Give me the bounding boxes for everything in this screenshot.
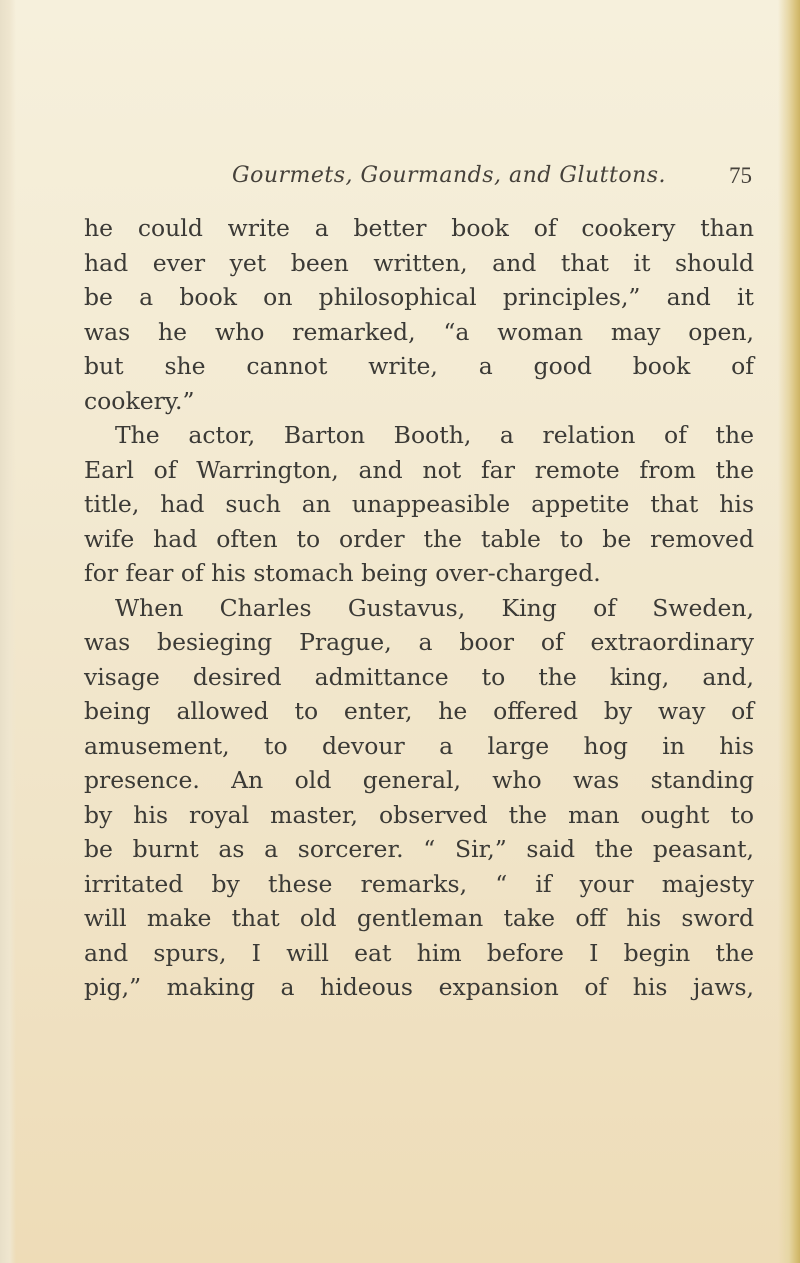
text-line: but she cannot write, a good book of	[84, 352, 754, 380]
text-line: wife had often to order the table to be removed	[84, 524, 754, 553]
text-line: be burnt as a sorcerer. “ Sir,” said the peasant,	[84, 835, 754, 863]
text-line: Earl of Warrington, and not far remote from the	[84, 455, 754, 484]
text-line: will make that old gentleman take off his sword	[84, 904, 754, 932]
running-title: Gourmets, Gourmands, and Gluttons.	[232, 163, 667, 188]
text-line: by his royal master, observed the man ought to	[84, 800, 754, 829]
text-line: for fear of his stomach being over-charged.	[84, 559, 601, 587]
page-left-edge	[0, 0, 16, 1263]
text-line: visage desired admittance to the king, and,	[84, 662, 754, 691]
page-header	[232, 163, 752, 197]
text-line: and spurs, I will eat him before I begin the	[84, 938, 754, 967]
body-text	[84, 211, 754, 1005]
text-line: title, had such an unappeasible appetite that his	[84, 490, 754, 518]
text-line: The actor, Barton Booth, a relation of the	[115, 421, 754, 449]
text-line: cookery.”	[84, 386, 195, 415]
text-line: he could write a better book of cookery than	[84, 214, 754, 242]
text-line: was he who remarked, “a woman may open,	[84, 317, 754, 346]
text-line: being allowed to enter, he offered by way of	[84, 697, 754, 725]
text-line: was besieging Prague, a boor of extraordinary	[84, 628, 754, 656]
text-line: presence. An old general, who was standing	[84, 766, 754, 794]
page-right-edge	[778, 0, 800, 1263]
text-line: amusement, to devour a large hog in his	[84, 731, 754, 760]
text-line: had ever yet been written, and that it should	[84, 248, 754, 277]
text-line: irritated by these remarks, “ if your majesty	[84, 869, 754, 898]
text-line: pig,” making a hideous expansion of his jaws,	[84, 973, 754, 1001]
page-number: 75	[729, 163, 752, 188]
text-line: When Charles Gustavus, King of Sweden,	[115, 593, 754, 622]
text-line: be a book on philosophical principles,” and it	[84, 283, 754, 311]
